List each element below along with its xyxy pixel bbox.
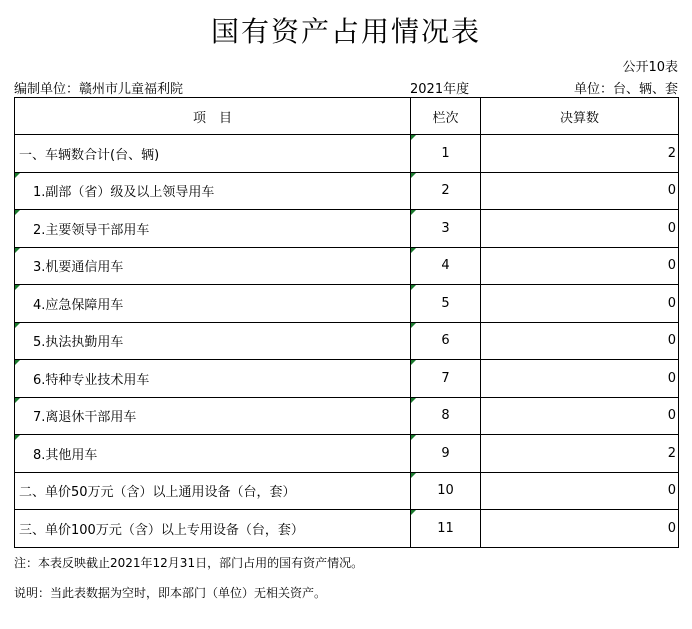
- table-code: 公开10表: [622, 60, 678, 75]
- row-column-number: 2: [411, 172, 481, 210]
- row-value: 0: [481, 322, 679, 360]
- row-column-number: 9: [411, 435, 481, 473]
- table-row: [15, 210, 679, 248]
- table-row: [15, 322, 679, 360]
- unit-label: 单位：台、辆、套: [573, 82, 678, 97]
- cell-marker-icon: [411, 360, 416, 365]
- row-value: 0: [481, 247, 679, 285]
- table-row: [15, 435, 679, 473]
- row-value: 0: [481, 360, 679, 398]
- explanation-note: 说明：当此表数据为空时，即本部门（单位）无相关资产。: [14, 586, 327, 600]
- row-value: 0: [481, 285, 679, 323]
- table-header-row: [15, 98, 679, 135]
- row-item: 8.其他用车: [15, 435, 411, 473]
- row-column-number: 7: [411, 360, 481, 398]
- table-row: [15, 285, 679, 323]
- row-item: 4.应急保障用车: [15, 285, 411, 323]
- cell-marker-icon: [15, 285, 20, 290]
- cell-marker-icon: [15, 398, 20, 403]
- cell-marker-icon: [411, 285, 416, 290]
- cell-marker-icon: [411, 473, 416, 478]
- row-item: 1.副部（省）级及以上领导用车: [15, 172, 411, 210]
- row-item: 三、单价100万元（含）以上专用设备（台，套）: [15, 510, 411, 548]
- header-final-amount: 决算数: [481, 98, 679, 135]
- row-value: 0: [481, 510, 679, 548]
- footnote: 注：本表反映截止2021年12月31日，部门占用的国有资产情况。: [14, 556, 364, 570]
- table-row: [15, 397, 679, 435]
- row-value: 0: [481, 210, 679, 248]
- cell-marker-icon: [411, 510, 416, 515]
- cell-marker-icon: [411, 435, 416, 440]
- table-row: [15, 135, 679, 173]
- row-item: 3.机要通信用车: [15, 247, 411, 285]
- header-column-number: 栏次: [411, 98, 481, 135]
- row-value: 0: [481, 172, 679, 210]
- cell-marker-icon: [15, 248, 20, 253]
- table-row: [15, 172, 679, 210]
- row-column-number: 3: [411, 210, 481, 248]
- row-item: 二、单价50万元（含）以上通用设备（台，套）: [15, 472, 411, 510]
- header-info-row: [14, 78, 678, 96]
- page-title: 国有资产占用情况表: [210, 15, 481, 48]
- row-item: 7.离退休干部用车: [15, 397, 411, 435]
- organization-label: 编制单位：赣州市儿童福利院: [14, 82, 184, 97]
- row-value: 2: [481, 435, 679, 473]
- row-column-number: 1: [411, 135, 481, 173]
- cell-marker-icon: [15, 435, 20, 440]
- row-item: 6.特种专业技术用车: [15, 360, 411, 398]
- cell-marker-icon: [15, 360, 20, 365]
- row-value: 0: [481, 397, 679, 435]
- cell-marker-icon: [15, 210, 20, 215]
- row-value: 2: [481, 135, 679, 173]
- table-row: [15, 247, 679, 285]
- row-column-number: 5: [411, 285, 481, 323]
- table-row: [15, 472, 679, 510]
- cell-marker-icon: [411, 173, 416, 178]
- row-column-number: 4: [411, 247, 481, 285]
- cell-marker-icon: [15, 323, 20, 328]
- row-item: 一、车辆数合计(台、辆): [15, 135, 411, 173]
- header-item: 项 目: [15, 98, 411, 135]
- table-row: [15, 360, 679, 398]
- row-item: 5.执法执勤用车: [15, 322, 411, 360]
- row-value: 0: [481, 472, 679, 510]
- row-column-number: 10: [411, 472, 481, 510]
- row-column-number: 6: [411, 322, 481, 360]
- row-column-number: 11: [411, 510, 481, 548]
- cell-marker-icon: [411, 323, 416, 328]
- row-item: 2.主要领导干部用车: [15, 210, 411, 248]
- table-row: [15, 510, 679, 548]
- cell-marker-icon: [15, 173, 20, 178]
- cell-marker-icon: [411, 398, 416, 403]
- row-column-number: 8: [411, 397, 481, 435]
- asset-table: [14, 97, 679, 548]
- cell-marker-icon: [411, 135, 416, 140]
- fiscal-year: 2021年度: [410, 82, 470, 97]
- cell-marker-icon: [411, 248, 416, 253]
- cell-marker-icon: [411, 210, 416, 215]
